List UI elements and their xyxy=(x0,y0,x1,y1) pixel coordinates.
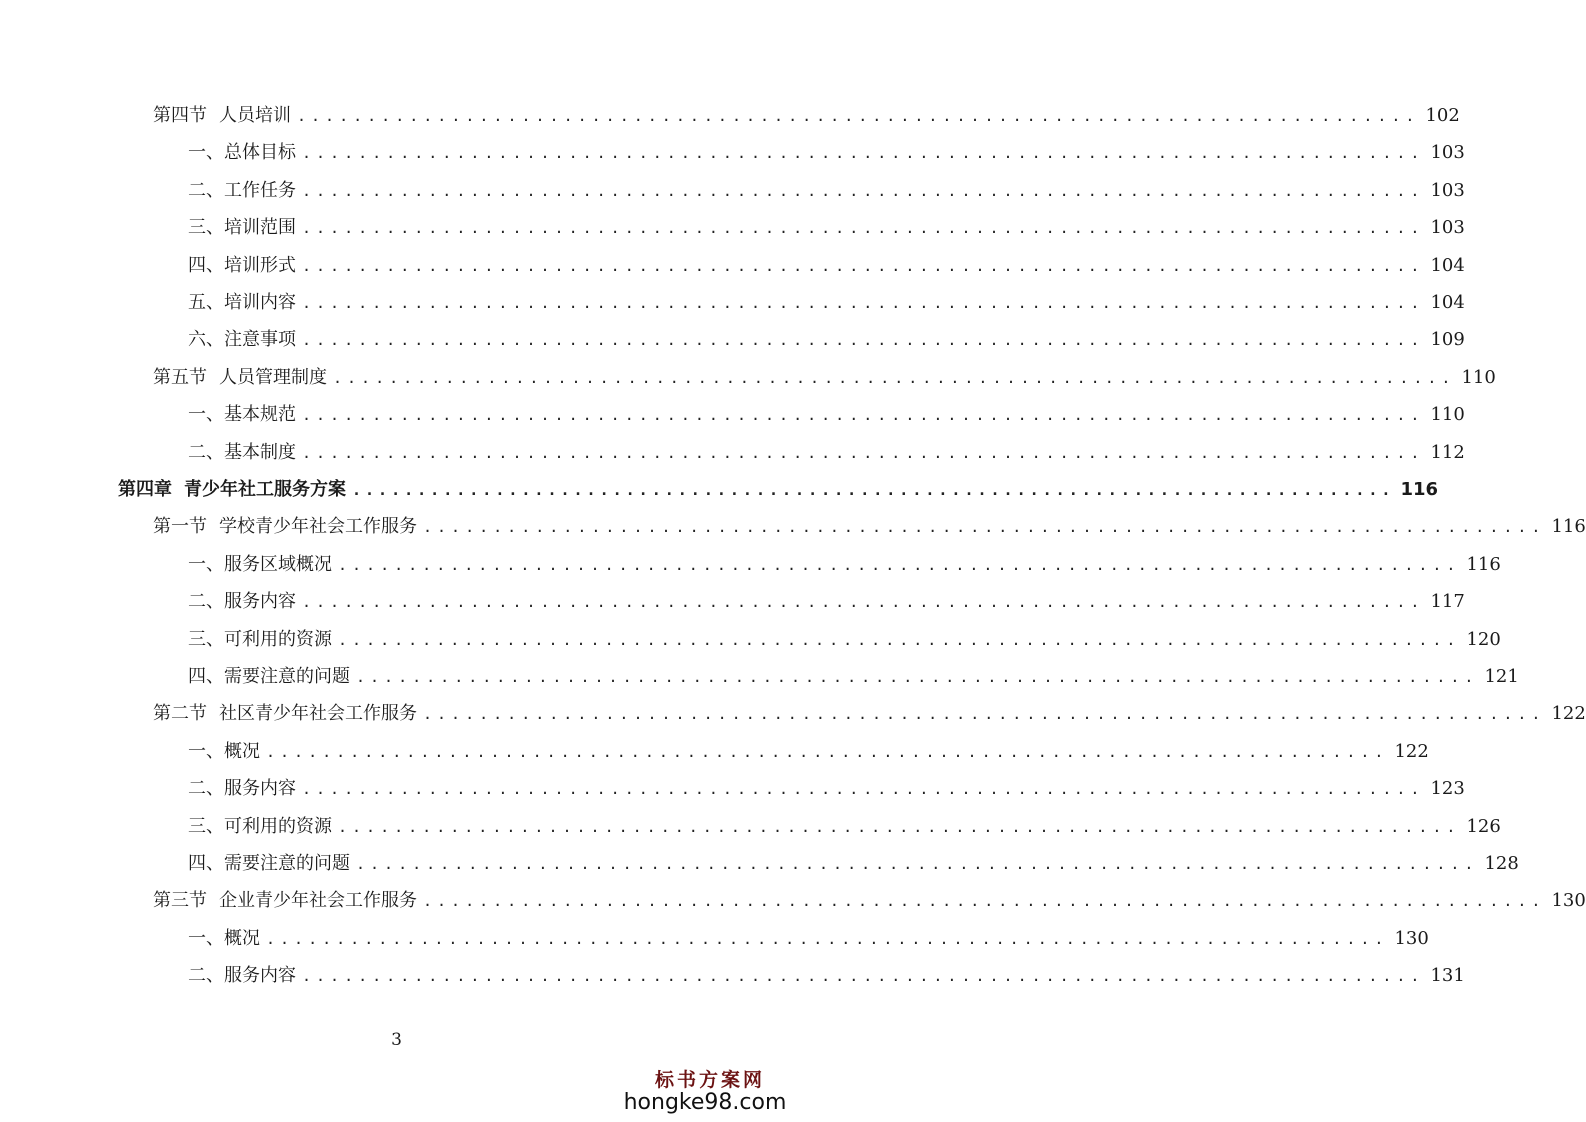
toc-entry-title xyxy=(188,961,296,991)
toc-entry-text: 二、服务内容 xyxy=(188,965,296,987)
toc-dot-leader: ................................................................................ xyxy=(352,481,1395,499)
toc-dot-leader: ................................................................................ xyxy=(302,294,1425,312)
toc-entry[interactable] xyxy=(188,438,1465,468)
toc-dot-leader: ................................................................................ xyxy=(423,892,1546,911)
toc-entry-title xyxy=(188,176,296,206)
toc-entry-title xyxy=(188,587,296,617)
toc-entry-title xyxy=(188,737,260,767)
toc-entry-title xyxy=(153,101,291,131)
toc-entry-text: 一、基本规范 xyxy=(188,404,296,426)
toc-dot-leader: ................................................................................ xyxy=(302,256,1425,275)
toc-entry-page: 131 xyxy=(1430,965,1465,987)
toc-entry-title xyxy=(118,475,346,505)
toc-entry-title xyxy=(188,849,350,879)
toc-entry-prefix: 第四章 xyxy=(118,479,172,500)
toc-entry-title xyxy=(188,325,296,355)
toc-entry-page: 126 xyxy=(1466,815,1501,837)
toc-entry-page: 104 xyxy=(1430,292,1465,313)
toc-dot-leader: ................................................................................ xyxy=(333,368,1456,387)
toc-dot-leader: ................................................................................ xyxy=(302,443,1425,462)
toc-entry-text: 四、需要注意的问题 xyxy=(188,666,350,687)
toc-entry-title xyxy=(188,213,296,243)
toc-entry-title xyxy=(188,625,332,655)
toc-entry-page: 122 xyxy=(1394,740,1429,762)
toc-entry[interactable] xyxy=(153,363,1496,393)
toc-entry-page: 102 xyxy=(1425,105,1460,126)
toc-entry-page: 109 xyxy=(1430,329,1465,351)
toc-entry[interactable] xyxy=(188,176,1465,206)
toc-entry[interactable] xyxy=(188,400,1465,430)
toc-entry-page: 104 xyxy=(1430,254,1465,276)
toc-entry-title xyxy=(153,363,327,393)
toc-entry-title xyxy=(153,699,417,729)
toc-dot-leader: ................................................................................ xyxy=(302,593,1425,612)
toc-entry[interactable] xyxy=(153,101,1460,131)
toc-entry-page: 112 xyxy=(1430,441,1465,463)
toc-entry-text: 人员管理制度 xyxy=(219,366,327,388)
toc-entry-page: 116 xyxy=(1466,553,1501,575)
toc-entry-text: 二、服务内容 xyxy=(188,778,296,800)
toc-entry-text: 六、注意事项 xyxy=(188,329,296,351)
toc-entry-title xyxy=(188,662,350,692)
toc-entry-text: 人员培训 xyxy=(219,105,291,126)
toc-dot-leader: ................................................................................ xyxy=(338,630,1461,649)
toc-entry-text: 四、需要注意的问题 xyxy=(188,853,350,874)
toc-dot-leader: ................................................................................ xyxy=(302,967,1425,986)
toc-entry-page: 116 xyxy=(1551,516,1586,538)
toc-dot-leader: ................................................................................ xyxy=(297,107,1420,125)
toc-entry-title xyxy=(188,438,296,468)
toc-entry-page: 110 xyxy=(1430,404,1465,426)
toc-entry-title xyxy=(188,924,260,954)
toc-entry-page: 121 xyxy=(1484,666,1519,687)
toc-entry-prefix: 第三节 xyxy=(153,890,207,912)
watermark-chinese: 标书方案网 xyxy=(654,1069,765,1091)
toc-entry-text: 学校青少年社会工作服务 xyxy=(219,516,417,538)
toc-entry[interactable] xyxy=(153,512,1586,542)
toc-entry[interactable] xyxy=(153,699,1586,729)
toc-entry[interactable] xyxy=(188,849,1519,879)
toc-entry-text: 一、概况 xyxy=(188,927,260,949)
toc-entry-title xyxy=(153,886,417,916)
toc-entry-text: 四、培训形式 xyxy=(188,254,296,276)
toc-entry-title xyxy=(188,400,296,430)
toc-entry-prefix: 第二节 xyxy=(153,703,207,725)
toc-entry-page: 103 xyxy=(1430,142,1465,164)
toc-entry[interactable] xyxy=(188,625,1501,655)
toc-entry[interactable] xyxy=(188,812,1501,842)
toc-entry-title xyxy=(153,512,417,542)
toc-dot-leader: ................................................................................ xyxy=(356,855,1479,873)
toc-dot-leader: ................................................................................ xyxy=(423,518,1546,537)
toc-entry-text: 三、可利用的资源 xyxy=(188,815,332,837)
toc-dot-leader: ................................................................................ xyxy=(302,780,1425,799)
toc-entry-text: 二、基本制度 xyxy=(188,441,296,463)
toc-entry-page: 130 xyxy=(1394,927,1429,949)
toc-entry[interactable] xyxy=(153,886,1586,916)
toc-entry-page: 122 xyxy=(1551,703,1586,725)
toc-dot-leader: ................................................................................ xyxy=(356,668,1479,686)
toc-entry[interactable] xyxy=(188,961,1465,991)
watermark-url: hongke98.com xyxy=(623,1090,787,1115)
toc-entry-text: 青少年社工服务方案 xyxy=(184,479,346,500)
toc-entry-prefix: 第五节 xyxy=(153,366,207,388)
toc-entry-prefix: 第四节 xyxy=(153,105,207,126)
toc-entry-text: 一、概况 xyxy=(188,740,260,762)
toc-dot-leader: ................................................................................ xyxy=(338,817,1461,836)
toc-entry-text: 企业青少年社会工作服务 xyxy=(219,890,417,912)
toc-entry[interactable] xyxy=(188,288,1465,318)
toc-entry[interactable] xyxy=(188,213,1465,243)
toc-entry-text: 一、服务区域概况 xyxy=(188,553,332,575)
toc-entry[interactable] xyxy=(188,251,1465,281)
toc-dot-leader: ................................................................................ xyxy=(302,406,1425,425)
toc-entry-page: 123 xyxy=(1430,778,1465,800)
toc-entry-page: 128 xyxy=(1484,853,1519,874)
toc-entry[interactable] xyxy=(188,662,1519,692)
toc-entry[interactable] xyxy=(188,924,1429,954)
toc-entry-text: 一、总体目标 xyxy=(188,142,296,164)
toc-entry-page: 103 xyxy=(1430,179,1465,201)
toc-dot-leader: ................................................................................ xyxy=(302,331,1425,350)
toc-entry-page: 130 xyxy=(1551,890,1586,912)
toc-entry-title xyxy=(188,288,296,318)
toc-entry-page: 116 xyxy=(1400,479,1439,500)
toc-entry-page: 120 xyxy=(1466,628,1501,650)
toc-dot-leader: ................................................................................ xyxy=(266,742,1389,761)
toc-entry-title xyxy=(188,774,296,804)
toc-dot-leader: ................................................................................ xyxy=(302,219,1425,238)
toc-entry-page: 110 xyxy=(1461,366,1496,388)
toc-entry-text: 二、工作任务 xyxy=(188,179,296,201)
toc-entry-text: 社区青少年社会工作服务 xyxy=(219,703,417,725)
toc-entry[interactable] xyxy=(188,737,1429,767)
toc-entry-title xyxy=(188,138,296,168)
toc-entry-text: 三、可利用的资源 xyxy=(188,628,332,650)
toc-entry-text: 五、培训内容 xyxy=(188,292,296,313)
page-number: 3 xyxy=(391,1030,402,1050)
toc-entry-text: 三、培训范围 xyxy=(188,217,296,239)
toc-dot-leader: ................................................................................ xyxy=(302,181,1425,200)
toc-dot-leader: ................................................................................ xyxy=(423,705,1546,724)
toc-entry-page: 117 xyxy=(1430,591,1465,613)
toc-entry-title xyxy=(188,812,332,842)
toc-entry-title xyxy=(188,251,296,281)
toc-entry-page: 103 xyxy=(1430,217,1465,239)
toc-entry-title xyxy=(188,550,332,580)
toc-entry[interactable] xyxy=(188,325,1465,355)
toc-dot-leader: ................................................................................ xyxy=(302,144,1425,163)
toc-entry[interactable] xyxy=(118,475,1439,505)
toc-entry[interactable] xyxy=(188,138,1465,168)
toc-dot-leader: ................................................................................ xyxy=(266,929,1389,948)
toc-entry[interactable] xyxy=(188,550,1501,580)
toc-entry-prefix: 第一节 xyxy=(153,516,207,538)
toc-dot-leader: ................................................................................ xyxy=(338,555,1461,574)
toc-entry-text: 二、服务内容 xyxy=(188,591,296,613)
toc-entry[interactable] xyxy=(188,774,1465,804)
toc-entry[interactable] xyxy=(188,587,1465,617)
